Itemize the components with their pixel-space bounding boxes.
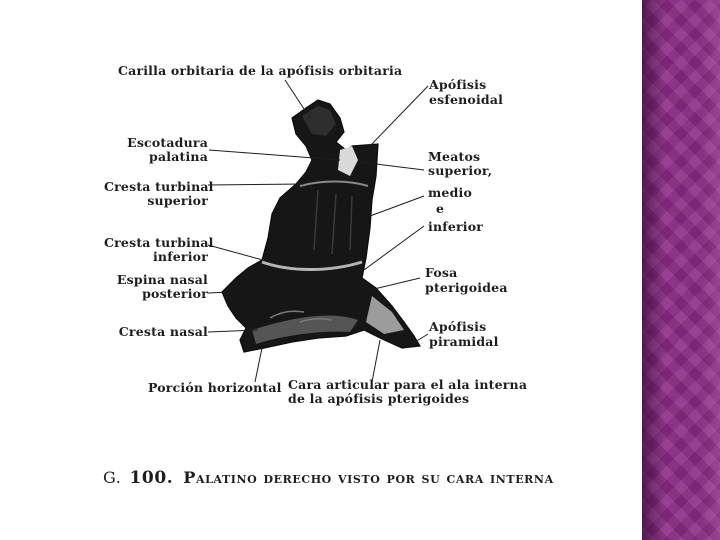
label-cresta-nasal: Cresta nasal — [118, 324, 208, 339]
leader-apofisis-esfenoidal — [368, 86, 428, 148]
caption-number: 100. — [129, 468, 174, 488]
leader-carilla — [285, 80, 310, 118]
label-fosa-2: pterigoidea — [425, 280, 508, 295]
figure-caption — [103, 468, 554, 488]
label-apofisis-piramidal-2: piramidal — [429, 334, 499, 349]
label-apofisis-esfenoidal-2: esfenoidal — [429, 92, 504, 107]
leader-meatos-c — [364, 226, 424, 270]
decorative-side-band — [642, 0, 720, 540]
leader-cara-articular — [372, 340, 380, 382]
leader-meatos-b — [370, 196, 424, 216]
label-escotadura-2: palatina — [149, 149, 208, 164]
label-meatos-4: e — [436, 201, 445, 216]
label-fosa-1: Fosa — [425, 265, 458, 280]
leader-porcion — [255, 348, 262, 382]
leader-cresta-superior — [208, 184, 304, 185]
label-cresta-superior-1: Cresta turbinal — [104, 179, 214, 194]
label-apofisis-piramidal-1: Apófisis — [429, 319, 487, 334]
label-cara-articular-2: de la apófisis pterigoides — [288, 391, 470, 406]
label-porcion-horizontal: Porción horizontal — [148, 380, 282, 395]
label-meatos-3: medio — [428, 185, 473, 200]
label-cara-articular-1: Cara articular para el ala interna — [288, 377, 528, 392]
caption-prefix: G. — [103, 468, 122, 487]
label-cresta-inferior-1: Cresta turbinal — [104, 235, 214, 250]
label-escotadura-1: Escotadura — [127, 135, 208, 150]
label-espina-nasal-2: posterior — [142, 286, 208, 301]
label-meatos-2: superior, — [428, 163, 493, 178]
label-apofisis-esfenoidal-1: Apófisis — [429, 77, 487, 92]
leader-fosa — [370, 278, 420, 290]
label-cresta-superior-2: superior — [147, 193, 208, 208]
label-carilla-orbitaria: Carilla orbitaria de la apófisis orbitaria — [118, 63, 403, 78]
caption-title: Palatino derecho visto por su cara interna — [183, 468, 554, 487]
leader-cresta-inferior — [208, 245, 270, 262]
label-meatos-5: inferior — [428, 219, 484, 234]
label-meatos-1: Meatos — [428, 149, 481, 164]
label-espina-nasal-1: Espina nasal — [116, 272, 208, 287]
label-cresta-inferior-2: inferior — [152, 249, 208, 264]
